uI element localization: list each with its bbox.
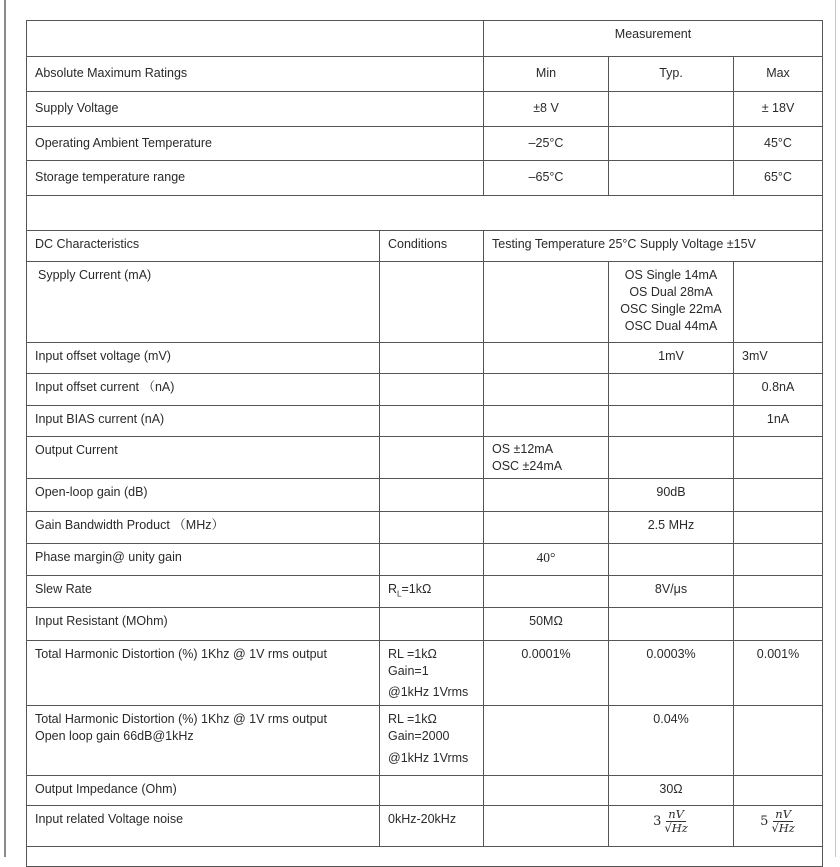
- min-value: OS ±12mA OSC ±24mA: [484, 437, 609, 479]
- typ-value: [609, 406, 734, 437]
- min-value: [484, 406, 609, 437]
- condition-value: RL =1kΩ Gain=2000 @1kHz 1Vrms: [380, 706, 484, 776]
- max-value: [734, 776, 823, 806]
- max-value: 45°C: [734, 127, 823, 161]
- min-value: ±8 V: [484, 92, 609, 127]
- typ-value: 0.04%: [609, 706, 734, 776]
- table-row: [27, 161, 823, 196]
- min-value: –25°C: [484, 127, 609, 161]
- param-label: Input BIAS current (nA): [27, 406, 380, 437]
- min-value: [484, 374, 609, 406]
- condition-value: [380, 262, 484, 343]
- param-label: Total Harmonic Distortion (%) 1Khz @ 1V rms output Open loop gain 66dB@1kHz: [27, 706, 380, 776]
- min-value: 50MΩ: [484, 608, 609, 641]
- min-value: [484, 806, 609, 847]
- max-value: 0.8nA: [734, 374, 823, 406]
- table-row: [27, 479, 823, 512]
- param-label: Gain Bandwidth Product （MHz）: [27, 512, 380, 544]
- typ-value: 90dB: [609, 479, 734, 512]
- typ-value: 0.0003%: [609, 641, 734, 706]
- param-label: Output Impedance (Ohm): [27, 776, 380, 806]
- param-label: Input offset voltage (mV): [27, 343, 380, 374]
- max-value: [734, 806, 823, 847]
- param-label: Phase margin@ unity gain: [27, 544, 380, 576]
- col-typ-header: Typ.: [609, 57, 734, 92]
- param-label: Sypply Current (mA): [27, 262, 380, 343]
- min-value: [484, 706, 609, 776]
- table-row: [27, 806, 823, 847]
- typ-value: [609, 806, 734, 847]
- typ-value: [609, 92, 734, 127]
- condition-value: [380, 776, 484, 806]
- typ-value: OS Single 14mA OS Dual 28mA OSC Single 22mA OSC Dual 44mA: [609, 262, 734, 343]
- min-value: –65°C: [484, 161, 609, 196]
- condition-value: [380, 343, 484, 374]
- spacer-row: [27, 196, 823, 231]
- min-value: [484, 512, 609, 544]
- max-value: [734, 479, 823, 512]
- typ-value: 1mV: [609, 343, 734, 374]
- empty-cell: [27, 196, 823, 231]
- table-row: [27, 544, 823, 576]
- condition-value: 0kHz-20kHz: [380, 806, 484, 847]
- max-value: ± 18V: [734, 92, 823, 127]
- min-value: 0.0001%: [484, 641, 609, 706]
- dc-header-row: [27, 231, 823, 262]
- max-value: [734, 544, 823, 576]
- col-min-header: Min: [484, 57, 609, 92]
- param-label: Operating Ambient Temperature: [27, 127, 484, 161]
- table-row: [27, 343, 823, 374]
- table-row: [27, 374, 823, 406]
- condition-value: [380, 437, 484, 479]
- param-label: Total Harmonic Distortion (%) 1Khz @ 1V rms output: [27, 641, 380, 706]
- typ-value: [609, 437, 734, 479]
- min-value: [484, 479, 609, 512]
- table-row: [27, 641, 823, 706]
- page-edge-left: [4, 0, 6, 857]
- condition-value: [380, 406, 484, 437]
- table-row: [27, 608, 823, 641]
- table-row: [27, 127, 823, 161]
- max-value: [734, 262, 823, 343]
- table-row: [27, 92, 823, 127]
- condition-value: RL =1kΩ Gain=1 @1kHz 1Vrms: [380, 641, 484, 706]
- condition-value: [380, 512, 484, 544]
- max-value: [734, 512, 823, 544]
- typ-value: [609, 374, 734, 406]
- condition-value: [380, 544, 484, 576]
- measurement-header-row: [27, 21, 823, 57]
- max-value: [734, 576, 823, 608]
- typ-value: 8V/μs: [609, 576, 734, 608]
- min-value: 40°: [484, 544, 609, 576]
- test-conditions: Testing Temperature 25°C Supply Voltage ±15V: [484, 231, 823, 262]
- noise-max-fraction: 5 nV √Hz: [760, 807, 795, 835]
- empty-cell: [27, 21, 484, 57]
- condition-value: $R_L=1k\Omega$: [380, 576, 484, 608]
- typ-value: [609, 544, 734, 576]
- param-label: Supply Voltage: [27, 92, 484, 127]
- col-max-header: Max: [734, 57, 823, 92]
- param-label: Slew Rate: [27, 576, 380, 608]
- abs-max-title: Absolute Maximum Ratings: [27, 57, 484, 92]
- typ-value: [609, 161, 734, 196]
- param-label: Open-loop gain (dB): [27, 479, 380, 512]
- table-row: [27, 262, 823, 343]
- table-row: [27, 576, 823, 608]
- table-row: [27, 512, 823, 544]
- table-row: [27, 437, 823, 479]
- typ-value: [609, 127, 734, 161]
- spec-table: [26, 20, 823, 867]
- param-label: Storage temperature range: [27, 161, 484, 196]
- max-value: 65°C: [734, 161, 823, 196]
- max-value: [734, 608, 823, 641]
- max-value: 1nA: [734, 406, 823, 437]
- noise-typ-fraction: 3 nV √Hz: [653, 807, 688, 835]
- param-label: Input related Voltage noise: [27, 806, 380, 847]
- max-value: 0.001%: [734, 641, 823, 706]
- max-value: [734, 437, 823, 479]
- abs-max-header-row: [27, 57, 823, 92]
- condition-value: [380, 608, 484, 641]
- param-label: Input offset current （nA): [27, 374, 380, 406]
- param-label: Input Resistant (MOhm): [27, 608, 380, 641]
- min-value: [484, 343, 609, 374]
- condition-value: [380, 479, 484, 512]
- min-value: [484, 776, 609, 806]
- page-edge-right: [835, 0, 836, 857]
- typ-value: 2.5 MHz: [609, 512, 734, 544]
- min-value: [484, 262, 609, 343]
- max-value: [734, 706, 823, 776]
- table-row: [27, 776, 823, 806]
- conditions-header: Conditions: [380, 231, 484, 262]
- typ-value: [609, 608, 734, 641]
- max-value: 3mV: [734, 343, 823, 374]
- measurement-header: Measurement: [484, 21, 823, 57]
- param-label: Output Current: [27, 437, 380, 479]
- min-value: [484, 576, 609, 608]
- table-row: [27, 406, 823, 437]
- condition-value: [380, 374, 484, 406]
- table-row: [27, 706, 823, 776]
- typ-value: 30Ω: [609, 776, 734, 806]
- dc-title: DC Characteristics: [27, 231, 380, 262]
